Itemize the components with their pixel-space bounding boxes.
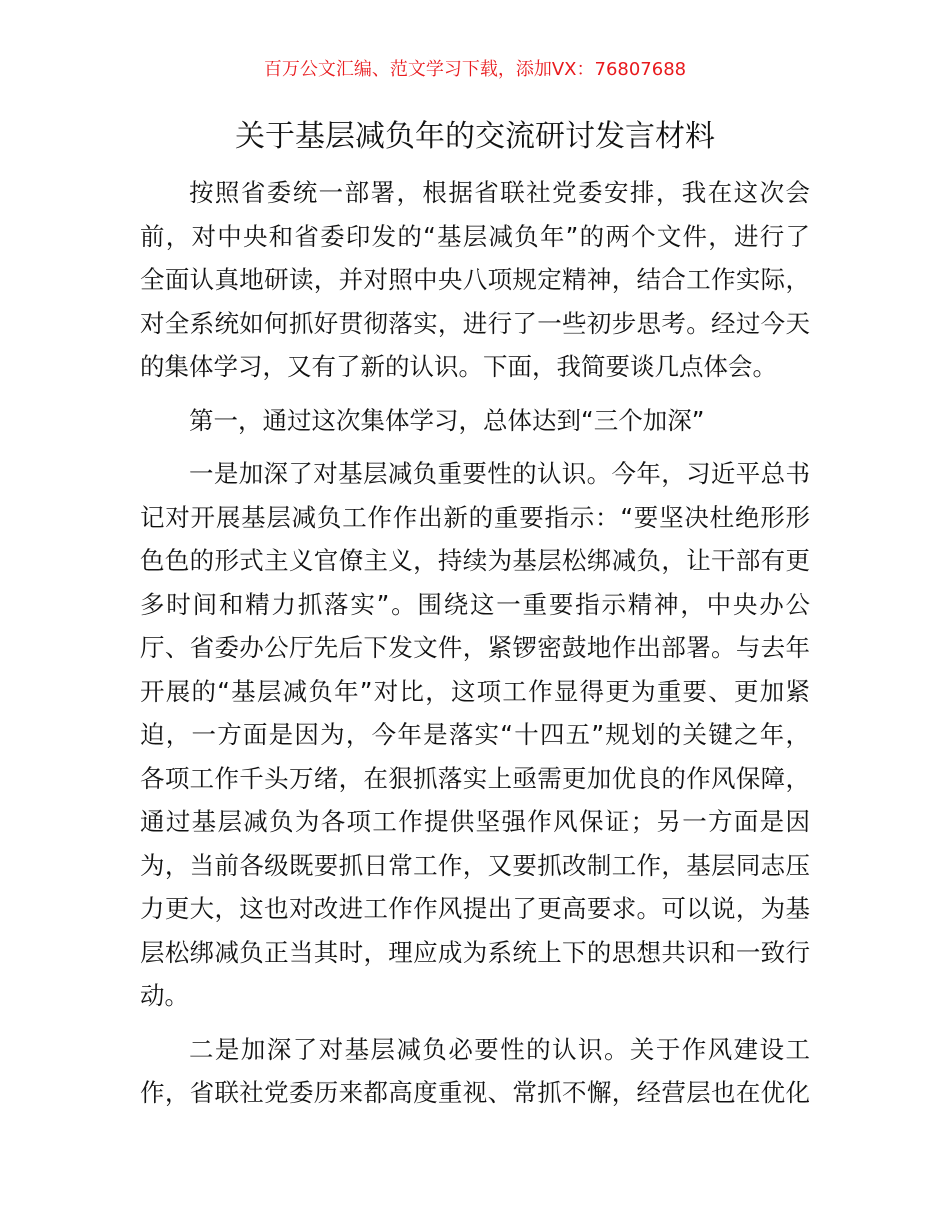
document-title: 关于基层减负年的交流研讨发言材料: [235, 119, 715, 154]
paragraph-line: 迫，一方面是因为，今年是落实“十四五”规划的关键之年，: [140, 720, 810, 749]
paragraph-line: 层松绑减负正当其时，理应成为系统上下的思想共识和一致行: [140, 937, 810, 967]
paragraph-line: 第一，通过这次集体学习，总体达到“三个加深”: [189, 405, 705, 435]
paragraph-line: 按照省委统一部署，根据省联社党委安排，我在这次会: [189, 178, 810, 207]
paragraph-line: 对全系统如何抓好贯彻落实，进行了一些初步思考。经过今天: [140, 308, 810, 338]
paragraph-line: 厅、省委办公厅先后下发文件，紧锣密鼓地作出部署。与去年: [140, 633, 810, 662]
paragraph-line: 动。: [140, 981, 189, 1010]
paragraph-line: 色色的形式主义官僚主义，持续为基层松绑减负，让干部有更: [140, 546, 810, 575]
paragraph-line: 全面认真地研读，并对照中央八项规定精神，结合工作实际，: [140, 265, 810, 294]
paragraph-intro: [140, 171, 810, 389]
paragraph-line: 作，省联社党委历来都高度重视、常抓不懈，经营层也在优化: [140, 1078, 810, 1107]
watermark-banner: 百万公文汇编、范文学习下载，添加VX：76807688: [263, 59, 687, 80]
paragraph-line: 为，当前各级既要抓日常工作，又要抓改制工作，基层同志压: [140, 850, 810, 880]
paragraph-importance: [140, 452, 810, 1018]
paragraph-line: 开展的“基层减负年”对比，这项工作显得更为重要、更加紧: [140, 676, 810, 706]
paragraph-line: 二是加深了对基层减负必要性的认识。关于作风建设工: [189, 1034, 810, 1064]
paragraph-necessity: [140, 1028, 810, 1115]
paragraph-line: 多时间和精力抓落实”。围绕这一重要指示精神，中央办公: [140, 589, 810, 619]
paragraph-line: 一是加深了对基层减负重要性的认识。今年，习近平总书: [189, 459, 810, 488]
document-body: [140, 171, 810, 1115]
paragraph-line: 力更大，这也对改进工作作风提出了更高要求。可以说，为基: [140, 894, 810, 923]
paragraph-line: 记对开展基层减负工作作出新的重要指示：“要坚决杜绝形形: [140, 502, 810, 532]
paragraph-line: 的集体学习，又有了新的认识。下面，我简要谈几点体会。: [140, 352, 777, 381]
paragraph-line: 前，对中央和省委印发的“基层减负年”的两个文件，进行了: [140, 221, 810, 251]
paragraph-line: 通过基层减负为各项工作提供坚强作风保证；另一方面是因: [140, 807, 810, 836]
section-heading: [140, 399, 810, 443]
paragraph-line: 各项工作千头万绪，在狠抓落实上亟需更加优良的作风保障，: [140, 763, 810, 793]
